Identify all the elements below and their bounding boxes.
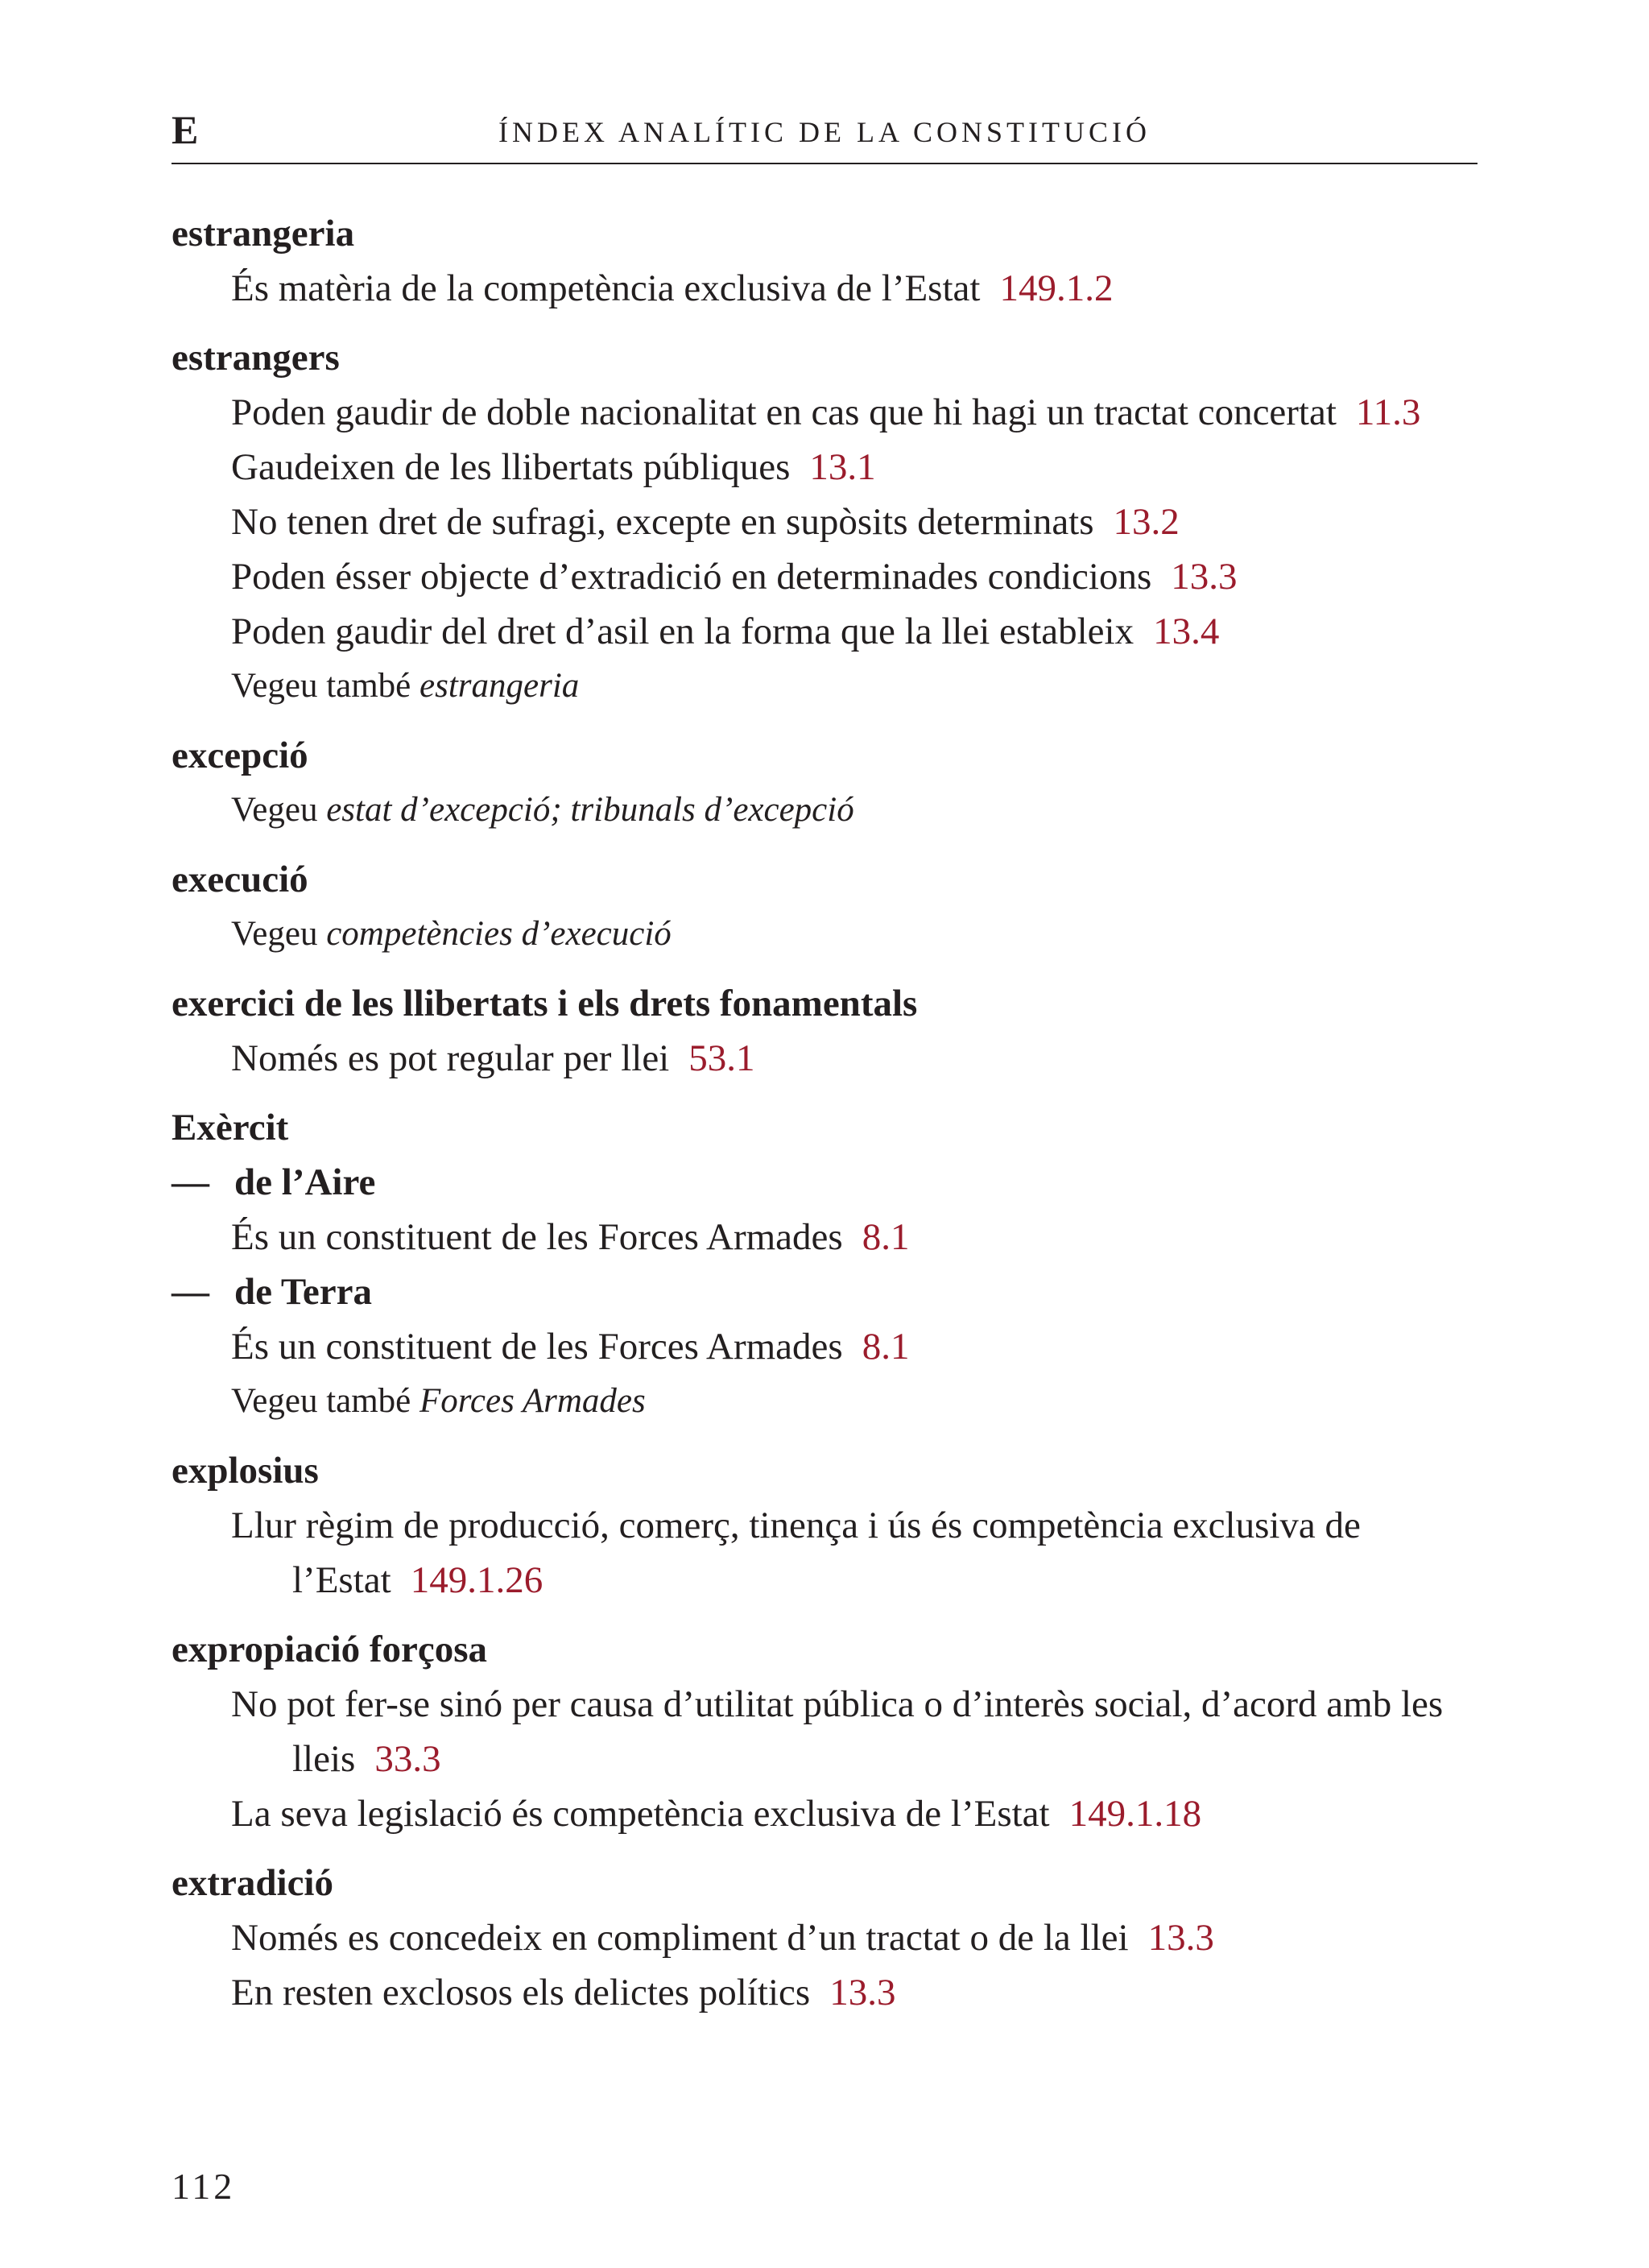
- index-entry: [172, 976, 1477, 1086]
- entry-term: extradició: [172, 1862, 333, 1904]
- entry-text: Poden gaudir del dret d’asil en la forma que la llei estableix: [231, 610, 1134, 652]
- entry-text: No pot fer-se sinó per causa d’utilitat pública o d’interès social, d’acord amb les lleis: [231, 1683, 1444, 1780]
- sub-term-text: de Terra: [234, 1271, 373, 1313]
- see-also-reference: [172, 783, 1477, 838]
- entry-term: explosius: [172, 1450, 319, 1492]
- entry-line: [172, 1910, 1477, 1965]
- entry-term: exercici de les llibertats i els drets fonamentals: [172, 983, 918, 1024]
- section-letter: E: [172, 107, 199, 152]
- sub-entry-term: [172, 1264, 1477, 1319]
- see-prefix: Vegeu: [231, 915, 318, 953]
- entry-text: Poden gaudir de doble nacionalitat en cas que hi hagi un tractat concertat: [231, 391, 1337, 433]
- see-target: Forces Armades: [419, 1382, 646, 1420]
- index-content: [172, 206, 1477, 2034]
- index-entry: [172, 852, 1477, 962]
- article-reference: 11.3: [1355, 391, 1421, 433]
- entry-text: Gaudeixen de les llibertats públiques: [231, 446, 791, 488]
- entry-text: La seva legislació és competència exclusiva de l’Estat: [231, 1793, 1050, 1835]
- running-title: ÍNDEX ANALÍTIC DE LA CONSTITUCIÓ: [498, 116, 1151, 148]
- index-entry: [172, 1856, 1477, 2020]
- entry-text: Poden ésser objecte d’extradició en determinades condicions: [231, 556, 1152, 598]
- entry-text: Només es pot regular per llei: [231, 1037, 670, 1079]
- entry-text: No tenen dret de sufragi, excepte en supòsits determinats: [231, 501, 1094, 543]
- article-reference: 13.3: [829, 1972, 896, 2013]
- see-prefix: Vegeu també: [231, 667, 411, 705]
- see-target: competències d’execució: [326, 915, 672, 953]
- entry-term: estrangers: [172, 337, 340, 379]
- entry-line: [172, 440, 1477, 495]
- entry-term: estrangeria: [172, 213, 355, 255]
- article-reference: 149.1.2: [999, 267, 1114, 309]
- entry-line: [172, 261, 1477, 316]
- article-reference: 13.3: [1147, 1917, 1214, 1959]
- entry-line: [172, 1498, 1477, 1608]
- sub-entry-term: [172, 1155, 1477, 1210]
- index-entry: [172, 728, 1477, 838]
- index-entry: [172, 1622, 1477, 1841]
- entry-line: [172, 1786, 1477, 1841]
- entry-text: És matèria de la competència exclusiva de l’Estat: [231, 267, 981, 309]
- em-dash: —: [172, 1161, 209, 1203]
- entry-line: [172, 1031, 1477, 1086]
- entry-term: expropiació forçosa: [172, 1629, 488, 1670]
- see-target: estat d’excepció; tribunals d’excepció: [326, 791, 854, 829]
- page-number: 112: [172, 2166, 236, 2207]
- see-target: estrangeria: [419, 667, 580, 705]
- article-reference: 13.1: [809, 446, 876, 488]
- entry-text: En resten exclosos els delictes polítics: [231, 1972, 811, 2013]
- entry-term: excepció: [172, 735, 308, 776]
- entry-line: [172, 1965, 1477, 2020]
- entry-text: Només es concedeix en compliment d’un tractat o de la llei: [231, 1917, 1129, 1959]
- entry-term: execució: [172, 859, 308, 900]
- entry-line: [172, 1210, 1477, 1264]
- article-reference: 13.3: [1171, 556, 1238, 598]
- article-reference: 33.3: [374, 1738, 441, 1780]
- entry-text: Llur règim de producció, comerç, tinença i ús és competència exclusiva de l’Estat: [231, 1504, 1361, 1601]
- entry-line: [172, 495, 1477, 549]
- entry-line: [172, 604, 1477, 659]
- index-entry: [172, 330, 1477, 714]
- entry-line: [172, 1677, 1477, 1786]
- article-reference: 149.1.18: [1068, 1793, 1202, 1835]
- see-also-reference: [172, 659, 1477, 714]
- article-reference: 53.1: [688, 1037, 755, 1079]
- see-also-reference: [172, 907, 1477, 962]
- see-also-reference: [172, 1374, 1477, 1429]
- sub-term-text: de l’Aire: [234, 1161, 376, 1203]
- entry-line: [172, 385, 1477, 440]
- entry-line: [172, 1319, 1477, 1374]
- entry-term: Exèrcit: [172, 1107, 289, 1148]
- article-reference: 8.1: [862, 1326, 910, 1368]
- index-entry: [172, 1443, 1477, 1608]
- index-entry: [172, 206, 1477, 316]
- article-reference: 13.4: [1153, 610, 1220, 652]
- entry-text: És un constituent de les Forces Armades: [231, 1326, 843, 1368]
- see-prefix: Vegeu: [231, 791, 318, 829]
- article-reference: 149.1.26: [410, 1559, 543, 1601]
- see-prefix: Vegeu també: [231, 1382, 411, 1420]
- running-header: [172, 101, 1477, 164]
- index-entry: [172, 1100, 1477, 1429]
- article-reference: 8.1: [862, 1216, 910, 1258]
- entry-line: [172, 549, 1477, 604]
- article-reference: 13.2: [1113, 501, 1180, 543]
- entry-text: És un constituent de les Forces Armades: [231, 1216, 843, 1258]
- em-dash: —: [172, 1271, 209, 1313]
